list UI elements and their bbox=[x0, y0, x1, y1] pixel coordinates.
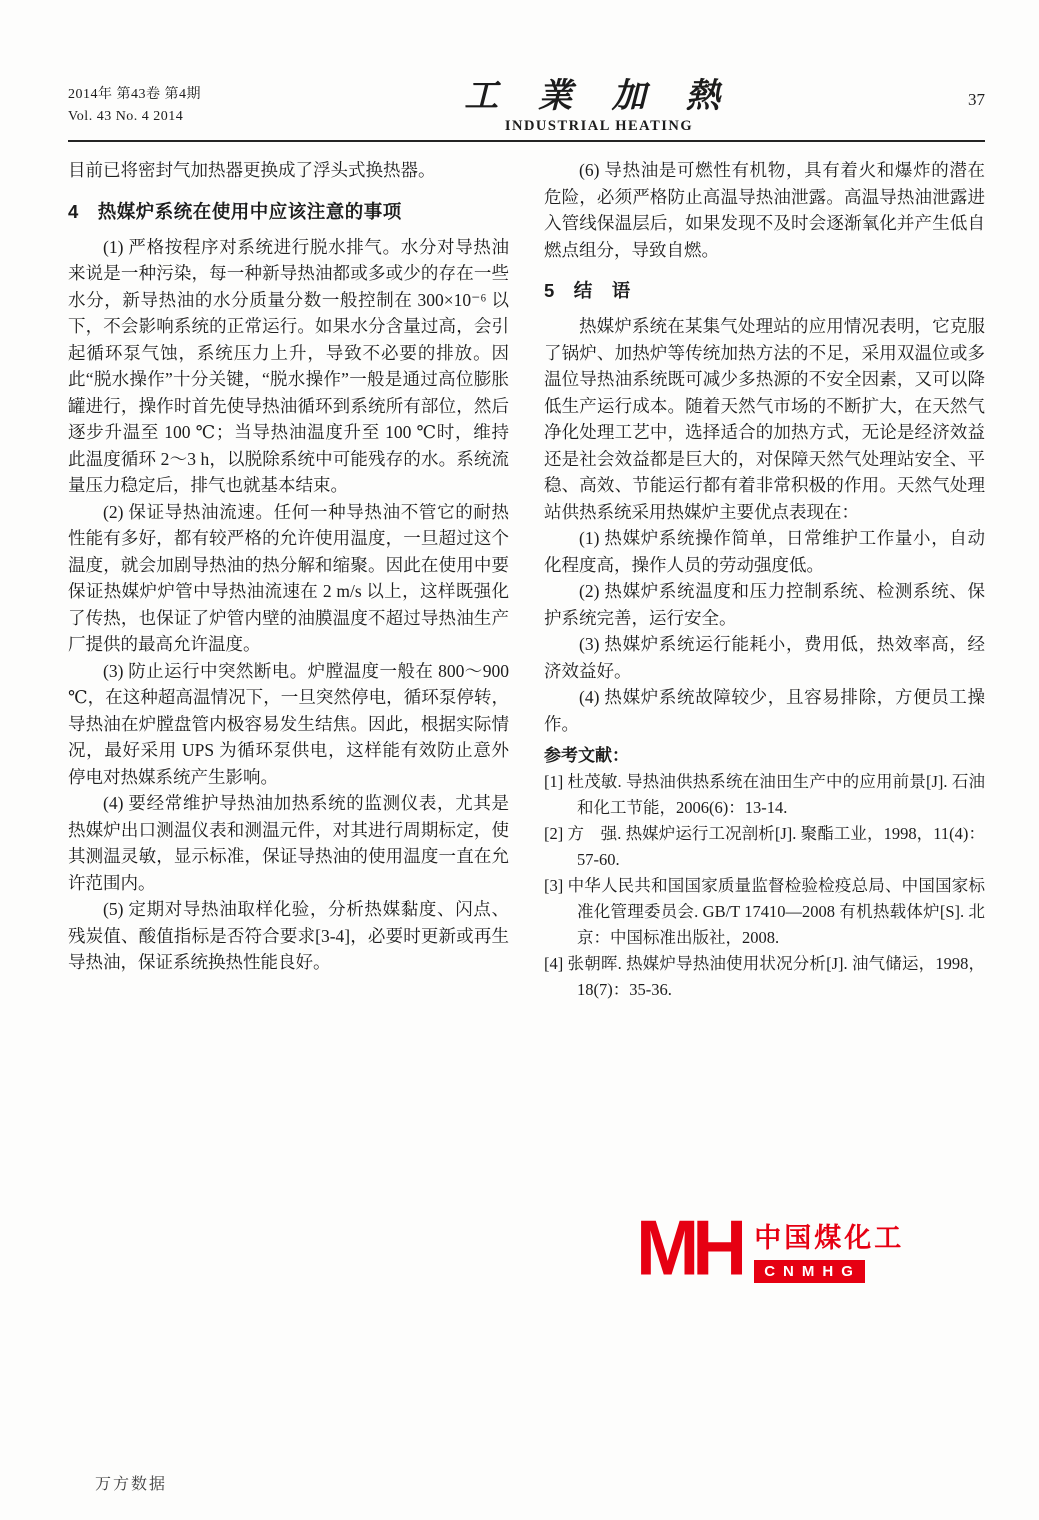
page-number: 37 bbox=[968, 90, 985, 109]
issue-info bbox=[68, 84, 283, 127]
cnmhg-logo-text bbox=[754, 1216, 904, 1283]
paragraph-item-1: (1) 严格按程序对系统进行脱水排气。水分对导热油来说是一种污染，每一种新导热油都或多或少的存在一些水分，新导热油的水分质量分数一般控制在 300×10⁻⁶ 以下，不会影响系统的正常运行。如果水分含量过高，会引起循环泵气蚀，系统压力上升，导致不必要的排放。因此“脱水操作”十分关键，“脱水操作”一般是通过高位膨胀罐进行，操作时首先使导热油循环到系统所有部位，然后逐步升温至 100 ℃；当导热油温度升至 100 ℃时，维持此温度循环 2～3 h，以脱除系统中可能残存的水。系统流量压力稳定后，排气也就基本结束。 bbox=[68, 236, 509, 495]
paragraph-item-4: (4) 要经常维护导热油加热系统的监测仪表，尤其是热媒炉出口测温仪表和测温元件，对其进行周期标定，使其测温灵敏，显示标准，保证导热油的使用温度一直在允许范围内。 bbox=[68, 793, 509, 893]
paragraph-item-6: (6) 导热油是可燃性有机物，具有着火和爆炸的潜在危险，必须严格防止高温导热油泄露。高温导热油泄露进入管线保温层后，如果发现不及时会逐渐氧化并产生低自燃点组分，导致自燃。 bbox=[544, 160, 985, 260]
article-body bbox=[0, 142, 1039, 1292]
paragraph-item-2: (2) 保证导热油流速。任何一种导热油不管它的耐热性能有多好，都有较严格的允许使用温度，一旦超过这个温度，就会加剧导热油的热分解和缩聚。因此在使用中要保证热媒炉炉管中导热油流速在 2 m/s 以上，这样既强化了传热，也保证了炉管内壁的油膜温度不超过导热油生产厂提供的最高允许温度。 bbox=[68, 501, 509, 654]
references-heading: 参考文献： bbox=[544, 746, 629, 765]
reference-item-4: [4] 张朝晖. 热媒炉导热油使用状况分析[J]. 油气储运，1998，18(7)：35-36. bbox=[544, 954, 985, 999]
issue-line-en: Vol. 43 No. 4 2014 bbox=[68, 108, 184, 124]
journal-title-calligraphy: 工 業 加 熱 bbox=[464, 76, 734, 116]
issue-line-cn: 2014年 第43卷 第4期 bbox=[68, 87, 201, 102]
reference-item-1: [1] 杜茂敏. 导热油供热系统在油田生产中的应用前景[J]. 石油和化工节能，2006(6)：13-14. bbox=[544, 772, 985, 817]
conclusion-point-2: (2) 热媒炉系统温度和压力控制系统、检测系统、保护系统完善，运行安全。 bbox=[544, 581, 985, 628]
reference-item-3: [3] 中华人民共和国国家质量监督检验检疫总局、中国国家标准化管理委员会. GB/T 17410—2008 有机热载体炉[S]. 北京：中国标准出版社，2008. bbox=[544, 876, 985, 947]
journal-subtitle: INDUSTRIAL HEATING bbox=[504, 118, 694, 134]
wanfang-watermark: 万方数据 bbox=[95, 1476, 168, 1493]
reference-item-2: [2] 方 强. 热媒炉运行工况剖析[J]. 聚酯工业，1998，11(4)：57-60. bbox=[544, 824, 985, 869]
conclusion-paragraph: 热媒炉系统在某集气处理站的应用情况表明，它克服了锅炉、加热炉等传统加热方法的不足，采用双温位或多温位导热油系统既可减少多热源的不安全因素，又可以降低生产运行成本。随着天然气市场的不断扩大，在天然气净化处理工艺中，选择适合的加热方式，无论是经济效益还是社会效益都是巨大的，对保障天然气处理站安全、平稳、高效、节能运行都有着非常积极的作用。天然气处理站供热系统采用热媒炉主要优点表现在： bbox=[544, 316, 985, 522]
conclusion-point-3: (3) 热媒炉系统运行能耗小，费用低，热效率高，经济效益好。 bbox=[544, 634, 985, 681]
paragraph-intro: 目前已将密封气加热器更换成了浮头式换热器。 bbox=[68, 160, 436, 180]
paragraph-item-5: (5) 定期对导热油取样化验，分析热媒黏度、闪点、残炭值、酸值指标是否符合要求[3-4]，必要时更新或再生导热油，保证系统换热性能良好。 bbox=[68, 899, 509, 972]
cnmhg-logo-latin: CNMHG bbox=[754, 1260, 865, 1283]
cnmhg-logo-chinese: 中国煤化工 bbox=[754, 1222, 905, 1253]
section-heading-5: 5 结 语 bbox=[544, 280, 631, 301]
cnmhg-logo bbox=[636, 1205, 985, 1292]
left-column bbox=[68, 157, 509, 1283]
cnmhg-monogram-icon: MH bbox=[636, 1205, 741, 1292]
right-column bbox=[544, 157, 985, 1292]
journal-title-block bbox=[283, 68, 915, 135]
paragraph-item-3: (3) 防止运行中突然断电。炉膛温度一般在 800～900 ℃，在这种超高温情况下，一旦突然停电，循环泵停转，导热油在炉膛盘管内极容易发生结焦。因此，根据实际情况，最好采用 UPS 为循环泵供电，这样能有效防止意外停电对热媒系统产生影响。 bbox=[68, 660, 509, 787]
conclusion-point-1: (1) 热媒炉系统操作简单，日常维护工作量小，自动化程度高，操作人员的劳动强度低。 bbox=[544, 528, 985, 575]
section-heading-4: 4 热媒炉系统在使用中应该注意的事项 bbox=[68, 200, 402, 222]
conclusion-point-4: (4) 热媒炉系统故障较少，且容易排除，方便员工操作。 bbox=[544, 687, 985, 734]
page-header bbox=[0, 0, 1039, 135]
